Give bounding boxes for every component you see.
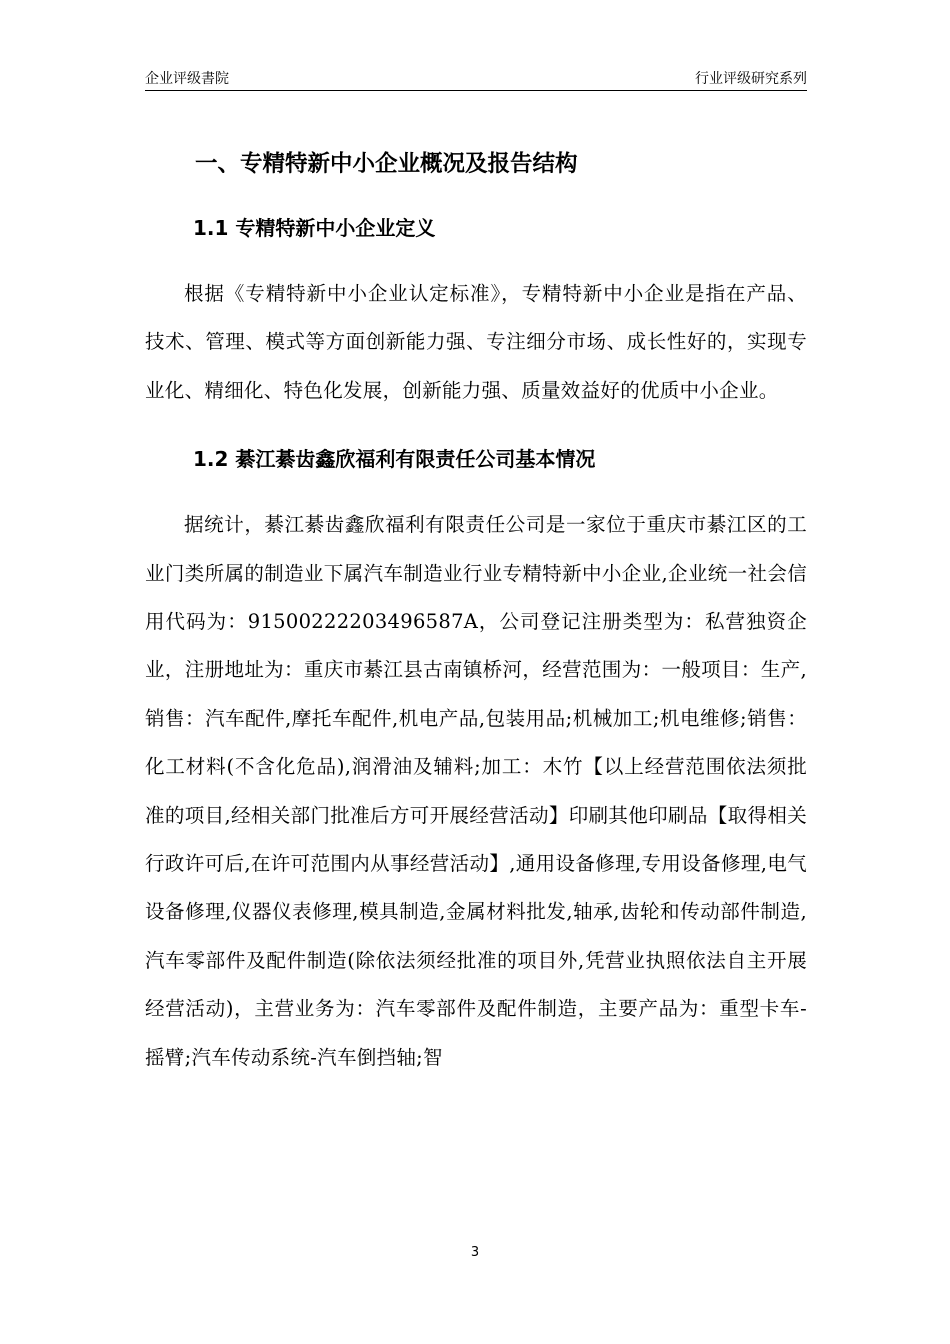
- header-publisher: 企业评级書院: [145, 71, 229, 87]
- section-heading-1-2: 1.2 綦江綦齿鑫欣福利有限责任公司基本情况: [193, 447, 596, 472]
- page-number: 3: [470, 1245, 480, 1260]
- company-info-paragraph: 据统计，綦江綦齿鑫欣福利有限责任公司是一家位于重庆市綦江区的工业门类所属的制造业下属汽车制造业行业专精特新中小企业,企业统一社会信用代码为：91500222203496587A，公司登记注册类型为：私营独资企业，注册地址为：重庆市綦江县古南镇桥河，经营范围为：一般项目：生产,销售：汽车配件,摩托车配件,机电产品,包装用品;机械加工;机电维修;销售：化工材料(不含化危品),润滑油及辅料;加工：木竹【以上经营范围依法须批准的项目,经相关部门批准后方可开展经营活动】印刷其他印刷品【取得相关行政许可后,在许可范围内从事经营活动】,通用设备修理,专用设备修理,电气设备修理,仪器仪表修理,模具制造,金属材料批发,轴承,齿轮和传动部件制造,汽车零部件及配件制造(除依法须经批准的项目外,凭营业执照依法自主开展经营活动)，主营业务为：汽车零部件及配件制造，主要产品为：重型卡车-摇臂;汽车传动系统-汽车倒挡轴;智: [145, 513, 807, 1069]
- page-header: [145, 64, 807, 91]
- document-body: [145, 140, 807, 1082]
- section-heading-1-1: 1.1 专精特新中小企业定义: [193, 216, 436, 240]
- section-heading-1: 一、专精特新中小企业概况及报告结构: [195, 151, 578, 177]
- header-series: 行业评级研究系列: [695, 71, 807, 87]
- definition-paragraph: 根据《专精特新中小企业认定标准》，专精特新中小企业是指在产品、技术、管理、模式等方面创新能力强、专注细分市场、成长性好的，实现专业化、精细化、特色化发展，创新能力强、质量效益好的优质中小企业。: [145, 282, 807, 402]
